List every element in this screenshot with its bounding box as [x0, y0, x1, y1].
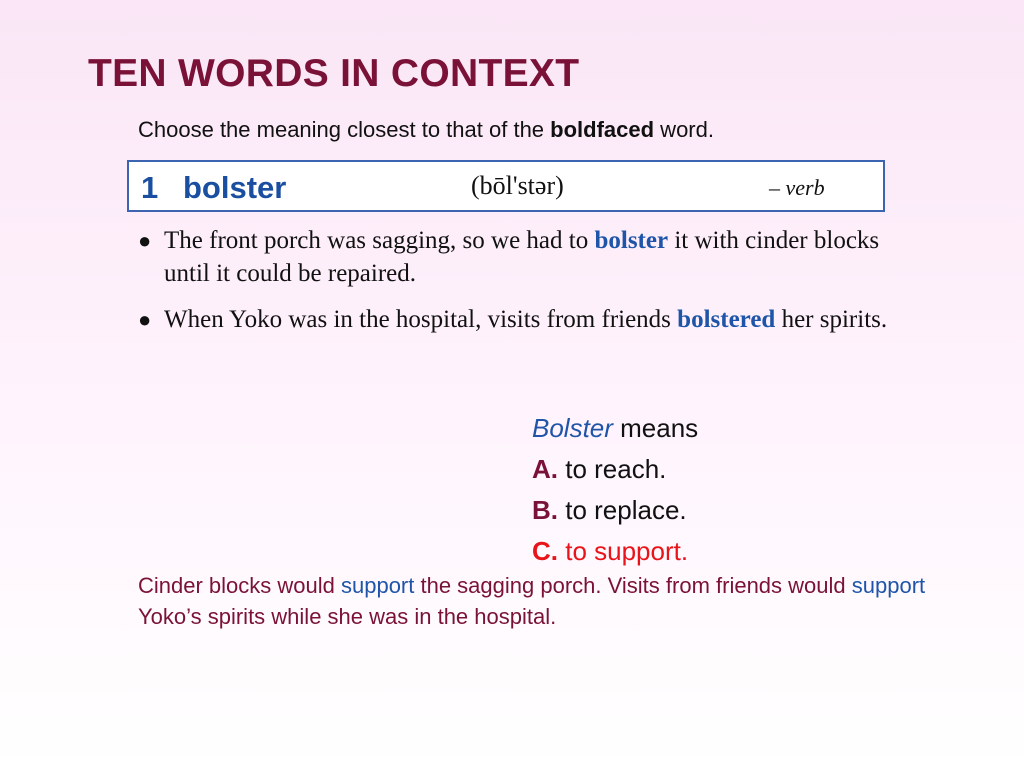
- sentence-part: it with cinder blocks until it could be repaired.: [164, 227, 880, 287]
- explanation-keyword: support: [851, 573, 926, 598]
- instruction-before: Choose the meaning closest to that of the: [138, 117, 551, 142]
- explanation-part: Cinder blocks would: [138, 573, 341, 598]
- word-number: 1: [141, 170, 159, 205]
- explanation-part: Yoko’s spirits while she was in the hospital.: [138, 604, 557, 629]
- choice-b[interactable]: [532, 495, 687, 526]
- example-sentence-1: [138, 224, 928, 290]
- question-rest: means: [612, 413, 699, 443]
- instruction-after: word.: [654, 117, 714, 142]
- part-of-speech: – verb: [769, 175, 825, 200]
- choice-letter: A.: [532, 454, 558, 484]
- instruction-bold: boldfaced: [550, 117, 655, 142]
- bullet-icon: ●: [138, 307, 152, 332]
- sentence-part: her spirits.: [775, 306, 888, 333]
- choice-c[interactable]: [532, 536, 688, 567]
- pronunciation: (bōl'stər): [471, 171, 564, 200]
- sentence-part: When Yoko was in the hospital, visits from friends: [164, 306, 678, 333]
- choice-a[interactable]: [532, 454, 666, 485]
- question-prompt: [532, 413, 698, 444]
- choice-text: to support.: [558, 536, 689, 566]
- explanation-part: the sagging porch. Visits from friends would: [414, 573, 852, 598]
- sentence-text: [164, 303, 928, 336]
- sentence-keyword: bolstered: [677, 306, 776, 333]
- choice-text: to replace.: [558, 495, 687, 525]
- sentence-keyword: bolster: [594, 227, 669, 254]
- question-word: Bolster: [532, 413, 613, 443]
- instruction-text: [138, 117, 714, 143]
- choice-text: to reach.: [558, 454, 667, 484]
- word-entry-box: [127, 160, 885, 212]
- headword: bolster: [183, 170, 287, 205]
- page-title: TEN WORDS IN CONTEXT: [88, 52, 580, 95]
- sentence-part: The front porch was sagging, so we had to: [164, 227, 595, 254]
- explanation-keyword: support: [340, 573, 415, 598]
- choice-letter: C.: [532, 536, 558, 566]
- choice-letter: B.: [532, 495, 558, 525]
- example-sentence-2: [138, 303, 928, 336]
- explanation-text: [138, 570, 928, 632]
- bullet-icon: ●: [138, 228, 152, 253]
- sentence-text: [164, 224, 928, 290]
